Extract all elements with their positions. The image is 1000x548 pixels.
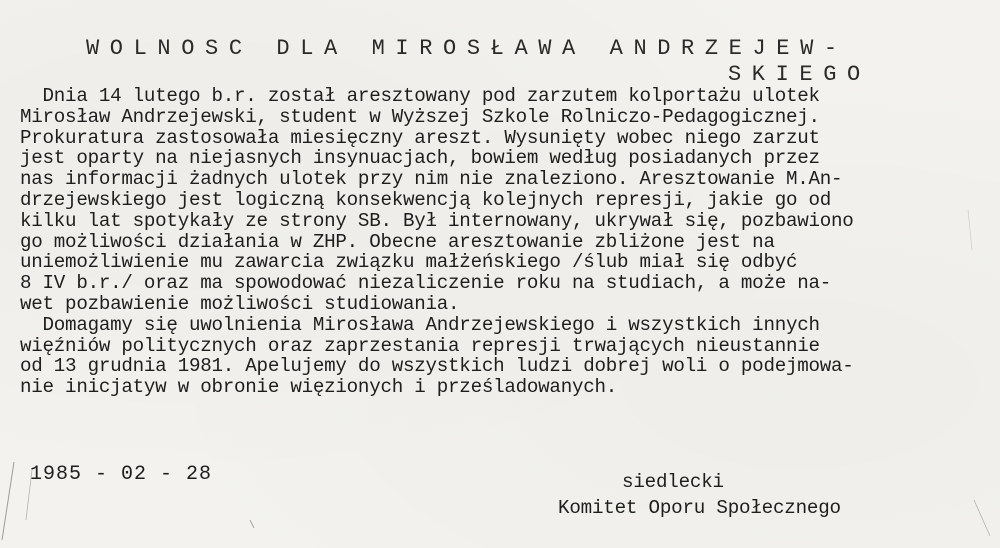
body-line: wet pozbawienie możliwości studiowania. — [20, 292, 460, 315]
body-line: go możliwości działania w ZHP. Obecne aresztowanie zbliżone jest na — [20, 230, 775, 253]
body-line: od 13 grudnia 1981. Apelujemy do wszystkich ludzi dobrej woli o podejmowa- — [20, 355, 854, 378]
body-line: jest oparty na niejasnych insynuacjach, bowiem według posiadanych przez — [20, 147, 820, 170]
document-body — [20, 86, 990, 398]
body-line: drzejewskiego jest logiczną konsekwencją kolejnych represji, jakie go od — [20, 188, 832, 211]
signature-line-city: siedlecki — [622, 471, 724, 493]
body-line: kilku lat spotykały ze strony SB. Był internowany, ukrywał się, pozbawiono — [20, 209, 854, 232]
body-line: nas informacji żadnych ulotek przy nim nie znaleziono. Aresztowanie M.An- — [20, 168, 843, 191]
body-line: Domagamy się uwolnienia Mirosława Andrzejewskiego i wszystkich innych — [20, 313, 820, 336]
document-title: WOLNOSC DLA MIROSŁAWA ANDRZEJEW- — [86, 36, 848, 61]
body-line: nie inicjatyw w obronie więzionych i prześladowanych. — [20, 376, 618, 399]
body-line: uniemożliwienie mu zawarcia związku małżeńskiego /ślub miał się odbyć — [20, 251, 798, 274]
document-date: 1985 - 02 - 28 — [30, 463, 213, 486]
signature-line-committee: Komitet Oporu Społecznego — [558, 497, 841, 519]
body-line: Mirosław Andrzejewski, student w Wyższej Szkole Rolniczo-Pedagogicznej. — [20, 105, 820, 128]
body-line: Dnia 14 lutego b.r. został aresztowany pod zarzutem kolportażu ulotek — [20, 85, 820, 107]
document-title-continuation: SKIEGO — [728, 62, 871, 87]
signature-block — [558, 469, 841, 521]
body-line: więźniów politycznych oraz zaprzestania represji trwających nieustannie — [20, 334, 820, 357]
body-line: Prokuratura zastosowała miesięczny areszt. Wysunięty wobec niego zarzut — [20, 126, 820, 149]
body-line: 8 IV b.r./ oraz ma spowodować niezaliczenie roku na studiach, a może na- — [20, 272, 832, 295]
